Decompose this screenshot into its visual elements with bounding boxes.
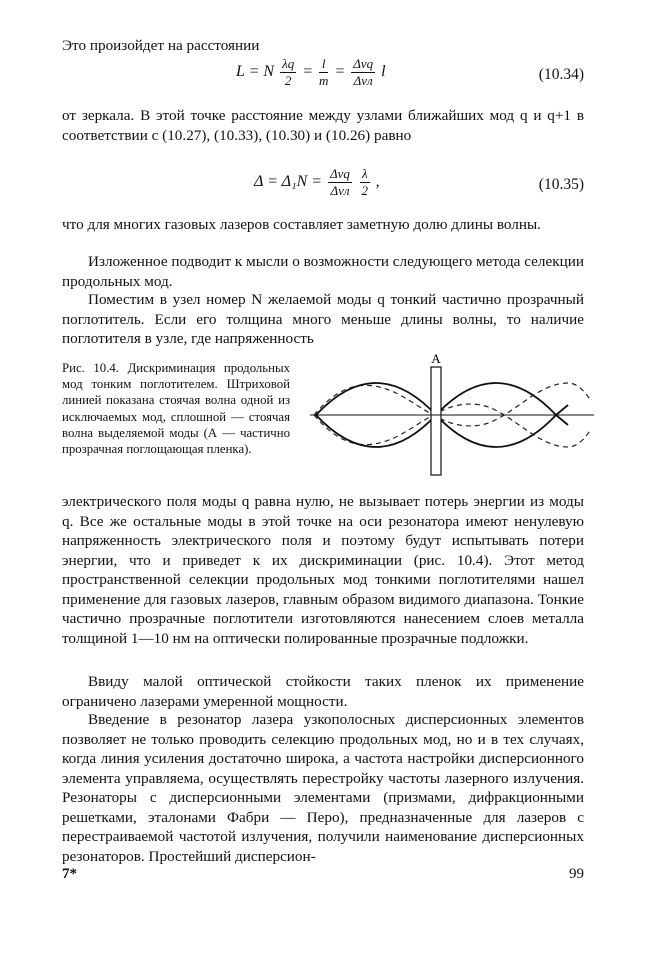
paragraph-6: Ввиду малой оптической стойкости таких пленок их применение ограничено лазерами умеренной мощности. (62, 673, 584, 710)
eq2-f2-numerator: λ (361, 166, 368, 181)
signature-mark: 7* (62, 866, 77, 882)
eq1-equals: = (302, 63, 314, 81)
eq1-f2-denominator: m (319, 73, 329, 88)
page-number: 99 (569, 866, 584, 882)
eq2-fraction-delta-nu (328, 166, 352, 199)
dashed-wave-upper (314, 383, 591, 426)
paragraph-intro: Это произойдет на расстоянии (62, 37, 260, 54)
eq1-f1-denominator: 2 (284, 73, 292, 88)
eq1-equals-2: = (334, 63, 346, 81)
figure-standing-waves (306, 353, 596, 483)
eq1-lhs: L = N (236, 63, 275, 81)
eq1-fraction-l-over-m (319, 56, 328, 89)
paragraph-7: Введение в резонатор лазера узкополосных дисперсионных элементов позволяет не только проводить селекцию продольных мод, но и в тех случаях, когда линия усиления достаточно широка, а частота настройки дисперсионного элемента управляема, осуществлять перестройку частоты лазерного излучения. Резонаторы с дисперсионными элементами (призмами, дифракционными решетками, эталонами Фабри — Перо), предназначенные для лазеров с перестраиваемой частотой излучения, получили наименование дисперсионных резонаторов. Простейший дисперсион- (62, 711, 584, 865)
eq2-lhs: Δ = Δ₁N = (254, 173, 323, 191)
dashed-wave-lower (314, 404, 591, 447)
absorber-film (431, 367, 441, 475)
eq2-f1-denominator: Δνл (330, 183, 350, 198)
eq2-f2-denominator: 2 (361, 183, 368, 198)
equation-number-10-35: (10.35) (538, 176, 584, 193)
paragraph-3: Изложенное подводит к мысли о возможности следующего метода селекции продольных мод. (62, 253, 584, 290)
figure-caption: Рис. 10.4. Дискриминация продольных мод тонким поглотителем. Штриховой линией показана стоячая волна одной из исключаемых мод, сплошной — стоячая волна выделяемой моды (А — частично прозрачная поглощающая пленка). (62, 361, 290, 457)
eq1-fraction-lambda (280, 56, 296, 89)
equation-10-34 (62, 56, 584, 96)
paragraph-1: от зеркала. В этой точке расстояние между узлами ближайших мод q и q+1 в соответствии с (10.27), (10.33), (10.30) и (10.26) равно (62, 107, 584, 144)
absorber-label: A (431, 353, 441, 366)
eq2-tail: , (375, 173, 380, 191)
equation-number-10-34: (10.34) (538, 66, 584, 83)
paragraph-4: Поместим в узел номер N желаемой моды q тонкий частично прозрачный поглотитель. Если его толщина много меньше длины волны, то наличие поглотителя в узле, где напряженность (62, 291, 584, 347)
eq1-f3-numerator: Δνq (353, 56, 374, 71)
paragraph-2: что для многих газовых лазеров составляет заметную долю длины волны. (62, 216, 541, 233)
equation-10-35 (62, 166, 584, 206)
eq2-f1-numerator: Δνq (330, 166, 350, 181)
eq1-f2-numerator: l (319, 56, 328, 73)
eq1-f3-denominator: Δνл (353, 73, 373, 88)
paragraph-5: электрического поля моды q равна нулю, не вызывает потерь энергии из моды q. Все же остальные моды в этой точке на оси резонатора имеют ненулевую напряженность электрического поля и поэтому будут испытывать потери энергии, что и приведет к их дискриминации (рис. 10.4). Этот метод пространственной селекции продольных мод тонкими поглотителями нашел применение для газовых лазеров, главным образом видимого диапазона. Тонкие частично прозрачные поглотители изготовляются нанесением слоев металла толщиной 1—10 нм на оптически полированные прозрачные подложки. (62, 493, 584, 647)
eq1-tail: l (381, 63, 386, 81)
eq1-fraction-delta-nu (351, 56, 375, 89)
eq1-f1-numerator: λq (282, 56, 295, 71)
eq2-fraction-lambda (360, 166, 370, 199)
